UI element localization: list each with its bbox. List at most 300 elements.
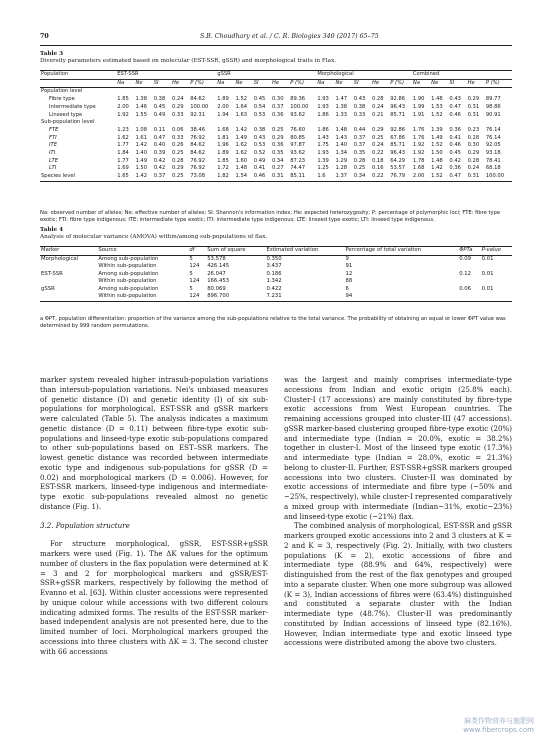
row-label: FTE bbox=[49, 126, 59, 133]
table-cell: 896.700 bbox=[206, 293, 265, 301]
row-label: ITI bbox=[49, 150, 56, 157]
column-header: Ne bbox=[134, 79, 152, 88]
column-header-blank bbox=[40, 79, 116, 88]
table-cell: 1.75 bbox=[317, 142, 329, 149]
column-header: SI bbox=[253, 79, 271, 88]
table-cell: 0.49 bbox=[253, 157, 266, 164]
table-cell: 0.52 bbox=[253, 150, 266, 157]
column-header: Ne bbox=[430, 79, 448, 88]
table-row bbox=[40, 173, 512, 181]
table-cell: 1.68 bbox=[412, 165, 425, 172]
table-row bbox=[40, 263, 512, 271]
table-cell bbox=[40, 293, 97, 301]
table-cell: 1.64 bbox=[235, 103, 248, 110]
table-cell: 0.28 bbox=[171, 157, 184, 164]
table-cell: 74.47 bbox=[290, 165, 306, 172]
column-header: Sum of square bbox=[207, 247, 246, 253]
table-row bbox=[40, 255, 512, 263]
diversity-table bbox=[40, 70, 512, 182]
table-cell: 1.40 bbox=[135, 150, 148, 157]
table-cell: 12 bbox=[345, 270, 353, 277]
table-cell: 0.25 bbox=[171, 173, 189, 181]
table-cell: 1.92 bbox=[117, 111, 129, 118]
table-cell: 1.91 bbox=[412, 111, 425, 118]
row-label: FTI bbox=[49, 134, 57, 141]
table-cell: 0.37 bbox=[353, 142, 366, 149]
table-cell bbox=[481, 278, 512, 286]
table-cell: 1.52 bbox=[431, 111, 443, 118]
table-row bbox=[40, 158, 512, 166]
table-row bbox=[40, 135, 512, 143]
table-cell: 89.36 bbox=[290, 96, 306, 103]
table-cell: 0.42 bbox=[449, 157, 461, 164]
watermark-line: 麻类作物营养与施肥网 bbox=[464, 717, 534, 725]
table-cell: 0.38 bbox=[353, 103, 366, 110]
table-cell: 1.82 bbox=[216, 173, 234, 181]
table-cell: 1.33 bbox=[335, 111, 348, 118]
watermark bbox=[463, 717, 534, 735]
table-cell: 64.29 bbox=[390, 157, 406, 164]
table-cell: Among sub-population bbox=[98, 270, 159, 277]
table-cell: 0.06 bbox=[171, 126, 184, 133]
table4-footnote: a ΦPT, population differentiation: proportion of the variance among the sub-populations relative to the total variance. The probability of obtaining an equal or lower ΦPT value was determined by 999 random permutations. bbox=[40, 316, 506, 329]
table-cell: 6 bbox=[345, 285, 349, 292]
row-label: LTI bbox=[49, 165, 57, 172]
table-cell: gSSR bbox=[41, 285, 55, 292]
table4-title: Analysis of molecular variance (AMOVA) within/among sub-populations of flax. bbox=[40, 234, 268, 241]
table-cell: 1.93 bbox=[317, 150, 329, 157]
table-cell: 0.53 bbox=[253, 111, 266, 118]
table-cell: 0.30 bbox=[271, 96, 284, 103]
table3-title: Diversity parameters estimated based on molecular (EST-SSR, gSSR) and morphological traits in Flax. bbox=[40, 58, 337, 65]
table-cell: 0.36 bbox=[449, 165, 461, 172]
table-cell: 1.52 bbox=[430, 173, 448, 181]
table-cell: 1.99 bbox=[412, 103, 425, 110]
table-cell: 1.39 bbox=[317, 157, 329, 164]
table-cell: 1.37 bbox=[335, 173, 353, 181]
table-cell: 0.37 bbox=[153, 173, 171, 181]
column-header: Ne bbox=[335, 79, 353, 88]
column-header: SI bbox=[448, 79, 466, 88]
table-cell: 1.42 bbox=[431, 165, 443, 172]
table-cell: 0.36 bbox=[271, 142, 284, 149]
column-header: P-value bbox=[481, 247, 501, 253]
table-row bbox=[40, 96, 512, 104]
table-cell: 68.18 bbox=[485, 165, 501, 172]
table-cell: 0.47 bbox=[153, 134, 166, 141]
table-cell: 96.43 bbox=[390, 103, 406, 110]
table-cell: 9 bbox=[345, 255, 349, 262]
column-header: P (%) bbox=[389, 79, 412, 88]
table-cell: 0.12 bbox=[459, 270, 472, 277]
paragraph: For structure morphological, gSSR, EST-SSR+gSSR markers were used (Fig. 1). The ΔK values for the optimum number of clusters in the flax population were determined at K = 3 and 2 for morphological markers and gSSR/EST-SSR+gSSR markers, respectively by following the method of Evanno et al. [63]. Within cluster accessions were represented by unique colour while accessions with two different colours indicating admixed forms. The results of the EST-SSR marker-based independent analysis are not presented here, due to the limited number of loci. Morphological markers grouped the accessions into three clusters with ΔK = 3. The second cluster with 66 accessions bbox=[40, 539, 268, 656]
table-cell: 1.29 bbox=[335, 157, 348, 164]
table-cell: 1.72 bbox=[217, 165, 229, 172]
table-cell: 1.69 bbox=[117, 165, 129, 172]
table-cell: 1.48 bbox=[431, 157, 443, 164]
table-cell: 0.16 bbox=[372, 165, 384, 172]
column-header: P (%) bbox=[485, 79, 512, 88]
column-header: Percentage of total variation bbox=[345, 247, 422, 253]
watermark-line: www.fibercrops.com bbox=[463, 726, 534, 734]
table-row bbox=[40, 127, 512, 135]
table-row bbox=[40, 112, 512, 120]
table-row bbox=[40, 165, 512, 173]
table-cell: 91 bbox=[345, 263, 353, 269]
table-cell: 1.53 bbox=[431, 103, 443, 110]
table-cell: 0.27 bbox=[271, 165, 284, 172]
table-cell: 124 bbox=[189, 278, 200, 284]
table-cell: 0.01 bbox=[481, 255, 494, 262]
table-cell: 0.25 bbox=[171, 150, 184, 157]
table-cell: 0.29 bbox=[467, 150, 480, 157]
table-cell: 0.22 bbox=[372, 150, 384, 157]
table-cell: 1.42 bbox=[235, 126, 248, 133]
table-cell: 166.453 bbox=[207, 278, 230, 284]
column-group-header: EST-SSR bbox=[116, 71, 216, 80]
table-cell: 1.25 bbox=[317, 165, 329, 172]
column-group-header: Morphological bbox=[316, 71, 412, 80]
table-cell: 0.23 bbox=[467, 126, 480, 133]
table-row bbox=[40, 150, 512, 158]
table-row bbox=[40, 286, 512, 294]
table-cell: 1.342 bbox=[266, 278, 282, 284]
table-cell: 1.96 bbox=[217, 142, 229, 149]
table-cell: 1.61 bbox=[135, 134, 148, 141]
table-cell: 0.26 bbox=[171, 142, 184, 149]
table-cell: 1.52 bbox=[431, 142, 443, 149]
table-row bbox=[40, 88, 512, 96]
table-cell: 0.29 bbox=[467, 96, 480, 103]
row-label: Population level bbox=[41, 88, 83, 95]
table-cell: 1.38 bbox=[135, 96, 148, 103]
table-cell: 98.86 bbox=[485, 103, 501, 110]
table-cell: 0.21 bbox=[372, 111, 384, 118]
table-cell: 0.44 bbox=[353, 126, 366, 133]
table-cell: 26.047 bbox=[207, 270, 226, 277]
row-label: Fibre type bbox=[49, 96, 75, 103]
table-cell: 1.60 bbox=[235, 157, 248, 164]
empty-cell bbox=[116, 119, 512, 127]
paragraph: The combined analysis of morphological, EST-SSR and gSSR markers grouped exotic accessions into 2 and 3 clusters at K = 2 and K = 3, respectively (Fig. 2). Initially, with two clusters populations (K = 2), exotic accessions of fibre and intermediate type (88.9% and 64%, respectively) were distinguished from the rest of the flax genotypes and grouped into a separate cluster. When one more subgroup was allowed (K = 3), Indian accessions of fibres were (63.4%) distinguished and constituted a separate cluster with the Indian intermediate type (48.7%). Cluster-II was predominantly constituted by Indian accessions of linseed type (82.16%). However, Indian intermediate type and exotic linseed type accessions were distributed among the above two clusters. bbox=[284, 521, 512, 648]
table-cell: 1.85 bbox=[217, 157, 229, 164]
table-row bbox=[40, 293, 512, 301]
table-cell: 100.00 bbox=[290, 103, 309, 110]
column-header: Source bbox=[98, 247, 117, 253]
table-cell: 0.54 bbox=[253, 103, 266, 110]
table-cell: 1.77 bbox=[117, 157, 129, 164]
table-cell: 3.437 bbox=[266, 263, 282, 269]
table-cell: 0.40 bbox=[153, 142, 166, 149]
table-cell: 76.92 bbox=[190, 165, 206, 172]
table-cell: 1.6 bbox=[316, 173, 334, 181]
table-cell: 0.39 bbox=[153, 150, 166, 157]
table-cell: 0.33 bbox=[171, 111, 184, 118]
column-header: He bbox=[171, 79, 189, 88]
table-cell: 1.49 bbox=[431, 134, 443, 141]
table-cell: 0.42 bbox=[153, 157, 166, 164]
table-cell: 0.38 bbox=[253, 126, 266, 133]
table-cell: 0.41 bbox=[449, 134, 461, 141]
table-cell: 0.28 bbox=[467, 157, 480, 164]
column-header: Estimated variation bbox=[266, 247, 319, 253]
table-cell: 1.54 bbox=[235, 173, 253, 181]
table-cell: 84.62 bbox=[190, 150, 206, 157]
table-cell: 0.36 bbox=[271, 111, 284, 118]
table-cell: 73.08 bbox=[189, 173, 216, 181]
column-group-header: Population bbox=[40, 71, 116, 80]
table-cell: 0.28 bbox=[467, 134, 480, 141]
table-cell: 1.49 bbox=[235, 134, 248, 141]
table-cell: 1.93 bbox=[317, 103, 329, 110]
table-cell bbox=[481, 293, 512, 301]
empty-cell bbox=[116, 88, 512, 96]
table-cell: 0.31 bbox=[271, 173, 289, 181]
table-cell: 94 bbox=[345, 293, 459, 301]
table-cell: 1.62 bbox=[117, 134, 129, 141]
table-row bbox=[40, 278, 512, 286]
table-cell: 0.29 bbox=[171, 103, 184, 110]
table-cell: 1.81 bbox=[217, 134, 229, 141]
column-header: P (%) bbox=[289, 79, 316, 88]
table-cell: 0.38 bbox=[153, 96, 166, 103]
table-cell bbox=[458, 263, 480, 271]
table-cell: 0.53 bbox=[253, 142, 266, 149]
table-cell: 76.14 bbox=[485, 126, 501, 133]
table-cell: 0.31 bbox=[467, 103, 480, 110]
left-column bbox=[40, 375, 268, 656]
table-cell: 0.33 bbox=[171, 134, 184, 141]
table-cell: 1.55 bbox=[135, 111, 148, 118]
table-cell: 85.11 bbox=[289, 173, 316, 181]
table-cell: 0.25 bbox=[372, 134, 384, 141]
table-row bbox=[40, 142, 512, 150]
table-cell: 1.89 bbox=[217, 150, 229, 157]
table-cell: 1.85 bbox=[117, 96, 129, 103]
table-cell: 0.47 bbox=[448, 173, 466, 181]
table-cell: 96.43 bbox=[390, 150, 406, 157]
table-cell: 0.47 bbox=[449, 103, 461, 110]
table-cell: 0.37 bbox=[353, 134, 366, 141]
table-cell: 2.00 bbox=[217, 103, 229, 110]
table-cell: 1.63 bbox=[235, 111, 248, 118]
table-cell: 0.29 bbox=[171, 165, 184, 172]
table4-caption bbox=[40, 227, 267, 242]
table-cell: 0.350 bbox=[266, 255, 282, 262]
table-cell: 0.31 bbox=[467, 173, 485, 181]
header-rule bbox=[40, 45, 512, 46]
column-group-header: Combined bbox=[412, 71, 512, 80]
table-cell: 1.62 bbox=[235, 150, 248, 157]
table-cell: 0.45 bbox=[449, 150, 461, 157]
table-cell: 1.68 bbox=[217, 126, 229, 133]
table-cell: 80.069 bbox=[207, 285, 226, 292]
table-cell: 76.14 bbox=[485, 134, 501, 141]
table-cell: 1.76 bbox=[412, 126, 425, 133]
column-header: Marker bbox=[41, 247, 60, 253]
table-cell: Morphological bbox=[41, 255, 79, 262]
column-header: Na bbox=[116, 79, 134, 88]
table-row bbox=[40, 271, 512, 279]
table-cell: 124 bbox=[189, 263, 200, 269]
table-cell: 0.35 bbox=[353, 150, 366, 157]
table-cell bbox=[458, 278, 480, 286]
table-cell: Within sub-population bbox=[98, 263, 157, 269]
table-cell: 0.01 bbox=[481, 270, 494, 277]
table-cell: 80.85 bbox=[290, 134, 306, 141]
table-cell: 1.93 bbox=[317, 96, 329, 103]
table-cell: 87.23 bbox=[290, 157, 306, 164]
column-header: Na bbox=[412, 79, 430, 88]
table-cell: 0.35 bbox=[271, 150, 284, 157]
table-cell: 1.50 bbox=[135, 165, 148, 172]
table-cell: 1.42 bbox=[135, 142, 148, 149]
column-header: Na bbox=[316, 79, 334, 88]
table-cell: 0.29 bbox=[372, 126, 384, 133]
table-cell: 1.77 bbox=[117, 142, 129, 149]
table-cell: 93.18 bbox=[485, 150, 501, 157]
table-cell: 0.46 bbox=[253, 173, 271, 181]
table-cell: 100.00 bbox=[190, 103, 209, 110]
column-header: He bbox=[271, 79, 289, 88]
table-cell: 76.60 bbox=[290, 126, 306, 133]
table-cell bbox=[40, 278, 97, 286]
table-cell: 67.86 bbox=[390, 134, 406, 141]
table-cell: 76.92 bbox=[190, 157, 206, 164]
table-cell: 1.92 bbox=[412, 150, 425, 157]
page-number: 70 bbox=[40, 33, 49, 40]
table-cell: 1.92 bbox=[412, 142, 425, 149]
table-cell: 0.25 bbox=[353, 165, 366, 172]
table-cell: 0.11 bbox=[153, 126, 166, 133]
table-cell: 89.77 bbox=[485, 96, 501, 103]
table-cell: 53.578 bbox=[207, 255, 226, 262]
table-cell: 53.57 bbox=[390, 165, 406, 172]
table-cell: 426.145 bbox=[207, 263, 230, 269]
table-cell: 1.86 bbox=[317, 126, 329, 133]
table-cell: 85.71 bbox=[390, 111, 406, 118]
table-cell: 38.46 bbox=[190, 126, 206, 133]
table-cell: 92.31 bbox=[190, 111, 206, 118]
table-cell: 0.01 bbox=[481, 285, 494, 292]
column-header: SI bbox=[353, 79, 371, 88]
table-cell: 1.48 bbox=[431, 96, 443, 103]
table-cell: 0.43 bbox=[353, 96, 366, 103]
table-cell: 1.34 bbox=[335, 150, 348, 157]
table-cell: 1.23 bbox=[117, 126, 129, 133]
table-cell: 1.43 bbox=[335, 134, 348, 141]
paragraph: marker system revealed higher intrasub-population variations than intersub-population variations. Nei's unbiased measures of genetic distance (D) and genetic identity (I) of six sub-populations for morphological, EST-SSR and gSSR markers were calculated (Table 5). The analysis indicates a maximum genetic distance (D = 0.11) between fibre-type exotic sub-populations and linseed-type exotic sub-populations compared to other sub-populations based on EST–SSR markers. The lowest genetic distance was recorded between intermediate exotic type and indigenous sub-populations for gSSR (D = 0.02) and morphological markers (D = 0.006). However, for EST-SSR markers, linseed-type indigenous and intermediate-type exotic sub-populations revealed almost no genetic distance (Fig. 1). bbox=[40, 375, 268, 511]
table-cell: 1.38 bbox=[335, 103, 348, 110]
row-label: Sub-population level bbox=[41, 119, 95, 126]
row-label: LTE bbox=[49, 157, 58, 164]
table-cell: 0.46 bbox=[449, 142, 461, 149]
table-cell bbox=[458, 293, 480, 301]
table-cell: 1.39 bbox=[431, 126, 443, 133]
column-header: SI bbox=[153, 79, 171, 88]
table-cell: 1.90 bbox=[412, 96, 425, 103]
table-cell: 0.34 bbox=[271, 157, 284, 164]
table-cell: 1.89 bbox=[217, 96, 229, 103]
column-header: Ne bbox=[235, 79, 253, 88]
table-cell: 0.36 bbox=[449, 126, 461, 133]
table-cell: 1.47 bbox=[335, 96, 348, 103]
table-cell: 85.71 bbox=[390, 142, 406, 149]
table-cell: 1.48 bbox=[235, 165, 248, 172]
table-cell: 92.86 bbox=[390, 126, 406, 133]
table3-footnote: Na: observed number of alleles; Ne: effective number of alleles; SI: Shannon's information index; He: expected heterozygosity; P: percentage of polymorphic loci; FTE: fibre type exotic; FTI: fibre type indigenous; ITE: intermediate type exotic; ITI: intermediate type indigenous; LTE: linseed type exotic; LTI: linseed type indigenous. bbox=[40, 210, 501, 223]
table-cell: 124 bbox=[188, 293, 206, 301]
table-cell: 0.42 bbox=[153, 165, 166, 172]
table3-label: Table 3 bbox=[40, 51, 64, 57]
table-cell: Among sub-population bbox=[98, 255, 159, 262]
table-cell: 1.40 bbox=[335, 142, 348, 149]
table-cell: 100.00 bbox=[485, 173, 512, 181]
table-cell bbox=[481, 263, 512, 271]
table-row bbox=[40, 119, 512, 127]
column-group-header: gSSR bbox=[216, 71, 316, 80]
table-cell: 5 bbox=[189, 255, 193, 262]
table-cell: 90.91 bbox=[485, 111, 501, 118]
section-heading: 3.2. Population structure bbox=[40, 520, 130, 530]
table-cell: 0.06 bbox=[459, 285, 472, 292]
table-cell: 0.34 bbox=[353, 173, 371, 181]
table-cell bbox=[40, 263, 97, 271]
table-cell: 76.92 bbox=[190, 134, 206, 141]
table-cell: 0.28 bbox=[372, 96, 384, 103]
table-cell: 0.41 bbox=[253, 165, 266, 172]
table-cell: 92.05 bbox=[485, 142, 501, 149]
table-cell: Within sub-population bbox=[97, 293, 188, 301]
table-cell: 0.49 bbox=[153, 111, 166, 118]
table-cell: 0.24 bbox=[372, 142, 384, 149]
table-cell: 84.62 bbox=[190, 142, 206, 149]
column-header: ΦPTa bbox=[459, 247, 473, 253]
table-cell: 2.00 bbox=[117, 103, 129, 110]
table-cell: 0.24 bbox=[467, 165, 480, 172]
table-cell: 0.25 bbox=[271, 126, 284, 133]
table-cell: Within sub-population bbox=[98, 278, 157, 284]
column-header: P (%) bbox=[189, 79, 216, 88]
table3-caption bbox=[40, 51, 336, 66]
table-cell: EST-SSR bbox=[41, 270, 63, 277]
table-cell: 0.24 bbox=[372, 103, 384, 110]
table-cell: 78.41 bbox=[485, 157, 501, 164]
column-header: Na bbox=[216, 79, 234, 88]
table-cell: 93.62 bbox=[290, 111, 306, 118]
table-cell: 0.186 bbox=[266, 270, 282, 277]
table-cell: 1.43 bbox=[317, 134, 329, 141]
table-cell: 7.231 bbox=[265, 293, 344, 301]
table-cell: 1.78 bbox=[412, 157, 425, 164]
table-cell: 0.43 bbox=[253, 134, 266, 141]
table-cell: 84.62 bbox=[190, 96, 206, 103]
row-label: Intermediate type bbox=[49, 103, 96, 110]
amova-table bbox=[40, 246, 512, 302]
table-cell: 1.42 bbox=[134, 173, 152, 181]
table-cell: 0.24 bbox=[171, 96, 184, 103]
table-cell: 0.29 bbox=[271, 134, 284, 141]
row-label: ITE bbox=[49, 142, 57, 149]
table-cell: 0.45 bbox=[153, 103, 166, 110]
table-cell: 0.30 bbox=[467, 142, 480, 149]
table-cell: 1.48 bbox=[335, 126, 348, 133]
table-cell: 1.65 bbox=[116, 173, 134, 181]
table-cell: 0.46 bbox=[449, 111, 461, 118]
table-cell: 0.09 bbox=[459, 255, 472, 262]
table-cell: 0.37 bbox=[271, 103, 284, 110]
table-cell: 0.18 bbox=[372, 157, 384, 164]
